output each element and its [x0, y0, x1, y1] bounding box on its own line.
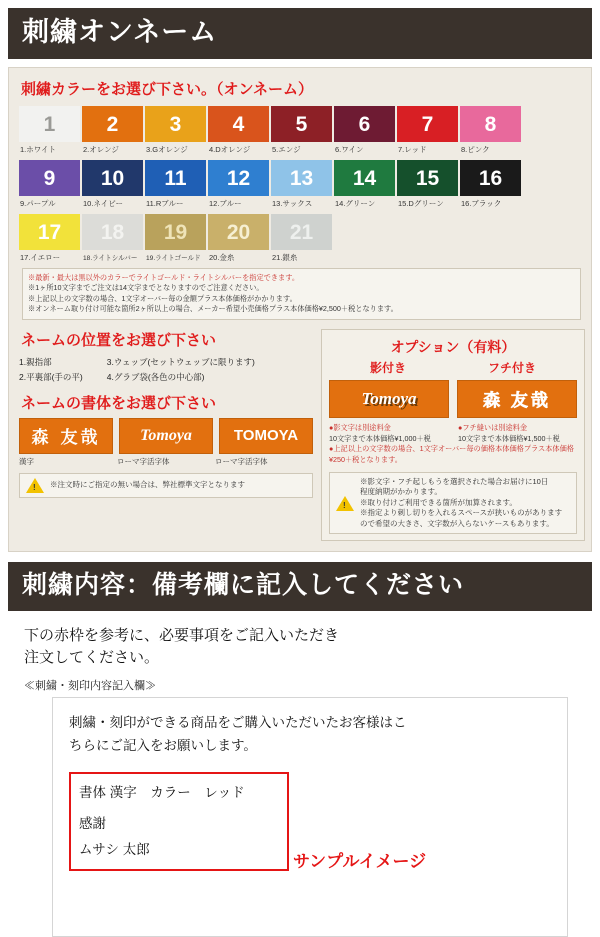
color-swatch-label: 14.グリーン — [335, 199, 376, 209]
color-panel-title: 刺繍カラーをお選び下さい。（オンネーム） — [21, 81, 314, 99]
position-item-1: 1.親指部 — [19, 356, 52, 367]
color-swatch-label: 11.Rブルー — [146, 199, 184, 209]
options-row — [19, 329, 581, 542]
color-swatch-number: 16 — [460, 160, 521, 196]
color-swatch-label: 19.ライトゴールド — [146, 255, 201, 263]
color-swatch-number: 9 — [19, 160, 80, 196]
option-warning-text — [360, 477, 562, 530]
color-swatch-4[interactable] — [208, 106, 269, 158]
memo-text-line2: ちらにご記入をお願いします。 — [69, 737, 257, 753]
color-swatch-16[interactable] — [460, 160, 521, 212]
color-selection-panel — [8, 67, 592, 552]
memo-text-line1: 刺繍・刻印ができる商品をご購入いただいたお客様はこ — [69, 714, 407, 730]
color-swatch-21[interactable] — [271, 214, 332, 266]
option-warning-line-1: ※影文字・フチ起しもうを選択された場合お届けに10日 — [360, 476, 549, 486]
option-note-2: 10文字まで本体価格¥1,000＋税 — [329, 433, 431, 443]
color-note-3: ※上記以上の文字数の場合、1文字オーバー毎の金額プラス本体価格がかかります。 — [28, 293, 297, 303]
typeface-captions — [19, 456, 313, 467]
memo-sample-line2: 感謝 — [79, 816, 106, 832]
page-title: 刺繍オンネーム — [8, 8, 592, 59]
color-swatch-number: 1 — [19, 106, 80, 142]
memo-textarea[interactable] — [52, 697, 568, 937]
color-swatch-label: 7.レッド — [398, 145, 427, 155]
color-swatch-label: 10.ネイビー — [83, 199, 123, 209]
option-sub-shadow: 影付き — [369, 360, 406, 375]
memo-lead — [24, 625, 586, 669]
typeface-caption-2: ローマ字活字体 — [117, 456, 170, 466]
color-swatch-number: 13 — [271, 160, 332, 196]
typeface-caption-3: ローマ字活字体 — [215, 456, 268, 466]
color-swatch-number: 19 — [145, 214, 206, 250]
warning-triangle-icon — [336, 496, 354, 511]
color-swatch-number: 11 — [145, 160, 206, 196]
color-swatch-number: 21 — [271, 214, 332, 250]
memo-lead-line2: 注文してください。 — [24, 648, 160, 666]
option-warning — [329, 472, 577, 535]
color-swatch-label: 5.エンジ — [272, 145, 301, 155]
sample-image-label: サンプルイメージ — [293, 851, 427, 871]
option-note-4: 10文字まで本体価格¥1,500＋税 — [458, 433, 560, 443]
typeface-warning-text: ※注文時にご指定の無い場合は、弊社標準文字となります — [50, 479, 245, 489]
option-warning-line-4: ※指定より刺し切りを入れるスペースが狭いものがあります — [360, 508, 563, 518]
color-swatch-number: 5 — [271, 106, 332, 142]
color-swatch-17[interactable] — [19, 214, 80, 266]
color-swatch-number: 2 — [82, 106, 143, 142]
color-swatch-1[interactable] — [19, 106, 80, 158]
position-item-3: 3.ウェッブ(セットウェッブに限ります) — [106, 356, 255, 367]
color-note-1: ※最新・最大は黒以外のカラーでライトゴールド・ライトシルバーを指定できます。 — [28, 273, 300, 283]
color-swatch-13[interactable] — [271, 160, 332, 212]
color-swatch-number: 10 — [82, 160, 143, 196]
color-swatch-number: 15 — [397, 160, 458, 196]
memo-section — [0, 611, 600, 937]
typeface-sample-kanji-text: 森 友哉 — [31, 428, 101, 449]
color-swatch-label: 20.金糸 — [209, 253, 235, 263]
color-swatch-label: 1.ホワイト — [20, 145, 57, 155]
color-swatch-20[interactable] — [208, 214, 269, 266]
warning-triangle-icon — [26, 478, 44, 493]
color-swatch-7[interactable] — [397, 106, 458, 158]
color-swatch-9[interactable] — [19, 160, 80, 212]
color-swatch-14[interactable] — [334, 160, 395, 212]
option-warning-line-2: 程度納期がかかります。 — [360, 487, 442, 497]
color-swatch-number: 17 — [19, 214, 80, 250]
position-and-typeface-column — [19, 329, 313, 542]
color-swatch-number: 18 — [82, 214, 143, 250]
color-swatch-11[interactable] — [145, 160, 206, 212]
color-note-2: ※1ヶ所10文字までご注文は14文字までとなりますのでご注意ください。 — [28, 283, 264, 293]
color-swatch-8[interactable] — [460, 106, 521, 158]
typeface-warning — [19, 473, 313, 498]
color-swatch-label: 17.イエロー — [20, 253, 61, 263]
typeface-sample-block-text: TOMOYA — [233, 427, 299, 445]
option-note-1: ●影文字は別途料金 — [329, 422, 391, 432]
color-swatch-15[interactable] — [397, 160, 458, 212]
color-swatch-number: 4 — [208, 106, 269, 142]
position-item-4: 4.グラブ袋(各色の中心部) — [106, 371, 205, 382]
position-title: ネームの位置をお選び下さい — [21, 331, 217, 349]
color-swatch-label: 4.Dオレンジ — [209, 145, 251, 155]
option-sample-shadow — [329, 380, 449, 418]
page-root — [0, 8, 600, 908]
option-title: オプション（有料） — [390, 338, 516, 355]
typeface-sample-block — [219, 418, 313, 454]
color-swatch-6[interactable] — [334, 106, 395, 158]
color-swatch-label: 15.Dグリーン — [398, 199, 444, 209]
memo-sample-line3: ムサシ 太郎 — [79, 841, 150, 857]
section-title-memo: 刺繍内容：備考欄に記入してください — [8, 562, 592, 611]
color-swatch-label: 18.ライトシルバー — [83, 255, 138, 263]
memo-sample-line1: 書体 漢字 カラー レッド — [79, 784, 245, 800]
color-swatch-label: 9.パープル — [20, 199, 56, 209]
color-swatch-label: 13.サックス — [272, 199, 313, 209]
color-swatch-number: 7 — [397, 106, 458, 142]
typeface-sample-script-text: Tomoya — [140, 426, 192, 444]
color-swatch-label: 12.ブルー — [209, 199, 242, 209]
typeface-caption-1: 漢字 — [19, 456, 34, 466]
option-note-5: ●上記以上の文字数の場合、1文字オーバー毎の価格本体価格プラス本体価格¥250＋税となります。 — [329, 444, 574, 465]
color-swatch-number: 14 — [334, 160, 395, 196]
color-swatch-number: 8 — [460, 106, 521, 142]
color-swatch-5[interactable] — [271, 106, 332, 158]
typeface-samples — [19, 418, 313, 454]
color-swatch-3[interactable] — [145, 106, 206, 158]
option-note-3: ●フチ縫いは別途料金 — [458, 422, 528, 432]
color-swatch-label: 2.オレンジ — [83, 145, 119, 155]
option-sample-outline-text: 森 友哉 — [483, 391, 551, 411]
memo-field-label: ≪刺繍・刻印内容記入欄≫ — [24, 679, 156, 692]
option-subtitles — [329, 359, 577, 376]
color-swatch-10[interactable] — [82, 160, 143, 212]
color-swatch-2[interactable] — [82, 106, 143, 158]
color-swatch-label: 16.ブラック — [461, 199, 502, 209]
color-swatch-label: 8.ピンク — [461, 145, 490, 155]
position-item-2: 2.平裏部(手の平) — [19, 371, 83, 382]
typeface-sample-script — [119, 418, 213, 454]
option-warning-line-3: ※取り付けご利用できる箇所が加算されます。 — [360, 497, 517, 507]
typeface-title: ネームの書体をお選び下さい — [21, 394, 217, 412]
memo-sample-redbox — [69, 772, 289, 871]
option-sample-outline — [457, 380, 577, 418]
typeface-sample-kanji — [19, 418, 113, 454]
position-list — [19, 355, 313, 385]
option-notes — [329, 423, 577, 466]
option-samples — [329, 380, 577, 418]
color-swatch-number: 3 — [145, 106, 206, 142]
color-swatch-label: 21.銀糸 — [272, 253, 298, 263]
color-swatch-number: 6 — [334, 106, 395, 142]
color-swatch-19[interactable] — [145, 214, 206, 266]
color-swatch-18[interactable] — [82, 214, 143, 266]
option-sub-outline: フチ付き — [487, 360, 536, 375]
color-swatch-number: 12 — [208, 160, 269, 196]
color-note-4: ※オンネーム取り付け可能な箇所2ヶ所以上の場合、メーカー希望小売価格プラス本体価格¥2,500＋税となります。 — [28, 304, 398, 314]
option-panel — [321, 329, 585, 542]
color-swatch-label: 6.ワイン — [335, 145, 364, 155]
color-swatch-label: 3.Gオレンジ — [146, 145, 188, 155]
option-warning-line-5: ので希望の大きさ、文字数が入らないケースもあります。 — [360, 518, 554, 528]
memo-lead-line1: 下の赤枠を参考に、必要事項をご記入いただき — [24, 627, 340, 645]
color-notes — [22, 268, 581, 320]
color-swatch-number: 20 — [208, 214, 269, 250]
color-swatch-grid — [19, 106, 581, 320]
option-sample-shadow-text: Tomoya — [361, 388, 417, 408]
color-swatch-12[interactable] — [208, 160, 269, 212]
